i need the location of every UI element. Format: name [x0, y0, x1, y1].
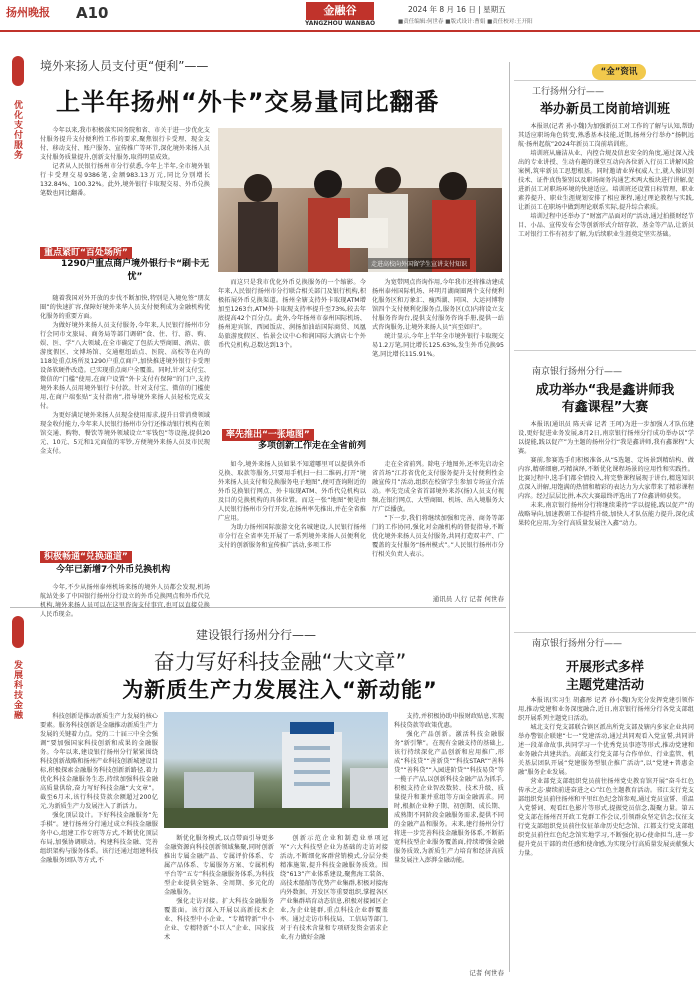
article2-headline1: 奋力写好科技金融“大文章”: [153, 650, 407, 674]
article2-headline2: 为新质生产力发展注入“新动能”: [122, 678, 438, 702]
article2-photo: [164, 712, 388, 828]
rail-item1-pre: 工行扬州分行——: [532, 87, 605, 97]
article1-headline: 上半年扬州“外卡”交易量同比翻番: [56, 88, 440, 116]
rail-item3-title2: 主题党建活动: [565, 678, 644, 693]
article1-col1: 随着我国对外开放的步伐不断加快,特别是入境免签“朋友圈”的快速扩容,保障好境外来华人员支付便利成为金融机构优化服务的重要方面。 为做好境外来扬人员支付服务,今年来,人民银行扬州市分行会同市文旅局、商务局等部门调研“食、住、行、游、购、娱、医、学”八大领域,在全市确定了包括大型商圈、酒店、旅游度假区、文博场馆、交通枢纽站点、医院、高校等在内的118处重点场所及1290户重点商户,加快推进境外银行卡受理设备软硬件改造。已实现重点商户全覆盖。同时,针对支付宝、微信的“门槛”使用,在商户设置“外卡支付有保障”的门户,支持境外来扬人员用境外银行卡付款。针对支付宝、微信的门槛使用,在商户端张贴“支付指南”,指导境外来扬人员轻松完成支付。 为更好满足境外来扬人员现金使用需求,提升日常消费领域现金收付能力,今年来人民银行扬州市分行还推动银行机构在领馆交通、购物、餐饮等境外领域设立“零钱包”等设施,提供20元、10元、5元和1元面值的零钞,方便境外来扬人员及市民现金支付。: [40, 295, 210, 455]
article1-byline: 通讯员 人行 记者 何世春: [432, 595, 504, 603]
rail-item3-title1: 开展形式多样: [565, 660, 644, 675]
rail-item1-title: 举办新员工岗前培训班: [539, 102, 670, 117]
finance-icon: [12, 616, 24, 648]
bank-building-photo: [164, 712, 388, 828]
issue-date: 2024 年 8 月 16 日 | 星期五: [408, 5, 506, 14]
article2-col4: 支持,并积极协助申报财政贴息,实现科技贷款等政策优惠。 强化产品创新。激活科技金融服务“新引擎”。在现有金融支持的基础上,该行持续深化产品创新和应用推广,形成“科技贷”“善新贷”“科技STAR”“善科贷”“善科贷”“入园进阶贷”“科技易贷”等一揽子产品,以创新科技金融产品为抓手,积极支持企业智改数转、技术升级、质量提升和兼并重组等方面金融需求。同时,根据企业种子期、初创期、成长期、成熟期不同阶段金融服务需求,提供不同的金融产品和服务。未来,建行扬州分行将进一步完善科技金融服务体系,不断拓宽科技型企业服务覆盖面,持续增强金融服务质效,为新质生产力培育和经济高质量发展注入澎湃金融动能。: [394, 713, 504, 864]
rail-item2-body: 本报讯(通讯员 陈天睿 记者 王珂)为进一步加强人才队伍建设,更好促进业务发展,8月2日,南京银行扬州分行成功举办以“学以提能,践以促产”为主题的扬州分行“我是鑫讲师,我有鑫课程”大赛。 赛前,参赛选手们积极准备,从“5选题、定场景到精结构、做内容,精研细磨,巧精演绎,不断优化课程场景的应用性和实践性。比赛过程中,选手们都全情投入,将完整课程展现于讲台,精选知识点深入讲解,用饱满的热情和精彩的表达力为大家带来了精彩课程内容。经过层层比拼,本次大赛最终评选出了7位鑫讲师获奖。 未来,南京银行扬州分行将继续秉持“学以提能,践以促产”的战略导向,加速教研工作提档升级,加快人才队伍能力提升,深化成果转化应用,为全行高质量发展注入鑫“动力。: [518, 421, 694, 527]
editors-credit: ■责任编辑:何世春 ■版式设计:曹娟 ■责任校对:王开阳: [398, 19, 533, 25]
dollar-icon: [12, 56, 24, 86]
article2-kicker: 建设银行扬州分行——: [196, 628, 317, 642]
rail-divider-3: [514, 632, 696, 633]
rail-item3-body: 本报讯(实习生 胡鑫彤 记者 孙小魏)为充分发挥党建引领作用,推动党建和业务深度融合,近日,南京银行扬州分行各党支部组织开展系列主题党日活动。 城北支行党支部联合镇区派出所党支部及辖内多家企业共同举办警银企联建“七一”党建活动,通过共同观看入党宣誓,共同讲述一段革命故事,共同学习一个优秀党员事迹等形式,推动党建和业务融合共建共治。高邮支行党支部与合作单位、行业监管、机关基层团队开展“党建服务型银企推广活动”,以“党建+普惠金融”服务企业发展。 营业部党支部组织党员前往扬州党史教育馆开展“奋斗红色传承之志·赓续前进奋进之心”红色主题教育活动。邗江支行党支部组织党员前往扬州和平里红色纪念馆参观,通过党员宣誓、重温入党誓词、观看红色影片等形式,提振党员信念,凝聚力量。第五党支部在扬州召开政工党群工作会议,引领群众坚定信念;仪征支行党支部组织党员前往仪征革命历史纪念馆、江都支行党支部组织党员前往红色纪念馆实地学习,不断强化初心使命担当,进一步提升党员干部的责任感和使命感,为实现分行高质量发展贡献强大力量。: [518, 697, 694, 857]
rail-item1-body: 本报讯(记者 孙小魏)为加强新员工对工作的了解与认知,帮助其适应职场角色转变,熟悉基本技能,近期,扬州分行举办“扬帆远航·扬州起航”2024年新员工岗前培训班。 培训班从廉洁从业、内控合规及信息安全的角度,通过深入浅出的专业讲授、生动有趣的课堂互动向各位新入行员工讲解风险案例,筑牢新员工思想根基。同时邀请业界权威人士,就人像识别技术、证件真伪鉴别以及职场商务沟通艺术两大板块进行讲解,促进新员工对职场环境的快速适应。培训班还设置日标管理、职业素养提升、职业生涯规划安排了相应课程,通过理论教程与实践,让新员工在职场中做到理论联系实际,提升综合素质。 培训过程中还举办了“财富产品面对的”活动,通过拍摄财经节目、小品、宣传发布会等创新形式介绍存款、基金等产品,让新员工对银行工作有初步了解,为后续职业生涯奠定坚实基础。: [518, 123, 694, 238]
section-title: 金融谷: [306, 2, 374, 20]
section-english: YANGZHOU WANBAO: [304, 20, 376, 27]
subhead1-red: 重点紧盯“百处场所”: [40, 247, 132, 259]
article1-col1-tail: 今年,不少从扬州泰州机场来扬的境外人员都会发现,机场航站处多了中国银行扬州分行设立的外币兑换网点和外币代兑机构,境外来扬人员可以在这里咨询支付事宜,也可以直接兑换人民币现金。: [40, 584, 210, 618]
rail-divider: [514, 80, 696, 81]
article2-byline: 记者 何世春: [469, 969, 504, 977]
article2-col1: 科技创新是推动新质生产力发展的核心要素。服务科技创新是金融推动新质生产力发展的关键着力点。党的二十届三中全会强调“要加强国家科技创新和成果的金融服务。今年以来,建设银行扬州分行紧紧围绕科技创新战略和扬州产业科技创新城建设目标,积极探索金融服务科技创新新路径,着力优化科技金融服务生态,持续加强科技金融高质量供给,奋力写好科技金融“大文章”。截至6月末,该行科技贷款余额超过200亿元,为新质生产力发展注入了新活力。 强化顶层设计。下好科技金融服务“先手棋”。建行扬州分行通过成立科技金融服务中心,组建工作专班等方式,不断优化顶层布局,加强协调联动。构建科技金融、完善组织架构与服务体系。该行还通过组建科技金融服务团队等方式,不: [40, 713, 158, 864]
article1-photo: [218, 128, 502, 272]
rail-item2-title: 成功举办“我是鑫讲师我有鑫课程”大赛: [535, 383, 675, 415]
article1-col3: 为宽带网点咨询作用,今年我市还将推动建成扬州泰州国际机场、环明月湖商圈两个支付便利化服务区和万象汇、瘦西湖、同国、大运河博物馆四个支付便利化服务点,服务区(点)内将设立支付服务咨询台,提供支付服务咨询手册,提供一站式咨询服务,让境外来扬人员“宾至如归”。 统计显示,今年上半年全市境外银行卡取现交易1.2万笔,同比增长125.63%,发生外币兑换95笔,同比增长115.91%。: [372, 279, 504, 358]
article1-col3-tail: 走在全省前列。除电子地图外,还率先启动全省首场“江苏省优化支付服务提升支付便利性金融宣传月”活动,组织在校留学生参加专场宣介活动。率先完成全省首部境外来苏(扬)人员支付视频,在银行网点、大型商圈、机场、出入境服务大厅广泛播放。 “下一步,我们将继续加强和完善、商务等部门的工作协同,强化对金融机构的督促指导,不断优化境外来扬人员支付服务,共同打造双丰产、广覆盖的支付服务“扬州模式”。”人民银行扬州市分行相关负责人表示。: [372, 461, 504, 558]
rail-item2-pre: 南京银行扬州分行——: [532, 367, 623, 377]
article1-col2: 而这只是我市优化外币兑换服务的一个缩影。今年来,人民银行扬州市分行联合相关部门及银行机构,积极拓展外币兑换渠道。扬州全辖支持外卡取现ATM增加至1263台,ATM外卡取现支持率提升至73%,较去年底提高42个百分点。此外,今年扬州市泰州国际机场、扬州迎宾馆、西园饭店、润扬加油站国际商贸、凤凰岛旅游度假区、怡景会议中心和润国际大酒店七个外币代兑机构,总数达到13个。: [218, 279, 366, 349]
subhead1-black: 1290户重点商户境外银行卡“刷卡无忧”: [61, 259, 209, 282]
article2-col3: 创新示范企业和制造业单项冠军“六大科技型企业为基础的走访对接活动,不断细化客群营销模式,分层分类精准施策,提升科技金融服务质效。围绕“613”产业体系建设,聚焦海工装备、高技术船舶等优势产业集群,积极对接海内外数据、开发区等重要组织,掌握各区产业集群培育动态信息,积极对接园区企业,为企业链群,重点科技企业群覆盖率。通过走访市科技局、工信局等部门,对于有技术含量和专项研发资金需求企业,有力做好金融: [280, 835, 388, 941]
page-number: A10: [76, 4, 109, 22]
article2-col2: 断优化服务模式,以点带面引导更多金融资源向科技创新领域集聚,同时创新推出专属金融产品、专属评价体系、专属产品体系、专属服务方案、专属机构平台等“五专”科技金融服务体系,为科技型企业提供全链条、全周期、多元化的金融服务。 强化走访对接。扩大科技金融服务覆盖面。该行深入开展以高新技术企业、科技型中小企业、“专精特新”中小企业、专精特新“小巨人”企业、国家技术: [164, 835, 274, 941]
people-photo-illustration: [218, 128, 502, 272]
subhead3-red: 率先推出“一张地图”: [222, 429, 314, 441]
subhead2-red: 积极畅通“兑换通道”: [40, 551, 132, 563]
article1-intro: 今年以来,我市积极落实国务院和省、市关于进一步优化支付服务提升支付便利性工作的要求,聚焦银行卡受理、现金支付、移动支付、账户服务、宣传推广等环节,深化境外来扬人员支付服务质量提升,创新支付服务,取得明显成效。 记者从人民银行扬州市分行获悉,今年上半年,全市境外银行卡受理交易9386笔,金额983.13万元,同比分别增长132.84%、100.32%。此外,境外银行卡取现交易、外币兑换笔数也同比翻番。: [40, 127, 210, 197]
subhead3-black: 多项创新工作走在全省前列: [258, 441, 367, 451]
subhead2: [40, 544, 132, 563]
photo-caption: 走进高校向外国留学生宣讲支付知识: [368, 258, 470, 269]
rail-item3-pre: 南京银行扬州分行——: [532, 639, 623, 649]
rail-divider-2: [514, 350, 696, 351]
article1-col2-tail: 如今,境外来扬人员如果不知道哪里可以提供外币兑换、取款等服务,只要用手机扫一扫二维码,打开“境外来扬人员支付和兑换服务电子地图”,便可查询附近的外币兑换银行网点、外卡取现ATM、外币代兑机构以及目的兑换机构的具体位置。而这一张“地图”便是由人民银行扬州市分行开发,在扬州率先推出,并在全省推广应用。 为助力扬州国际旅游文化名城建设,人民银行扬州市分行在全省率先开展了一系列境外来扬人员便利化支付的创新服务和宣传推广活动,多项工作: [218, 461, 366, 549]
article2-side-label: 发展科技金融: [12, 660, 22, 720]
article1-kicker: 境外来扬人员支付更“便利”——: [40, 59, 209, 73]
subhead2-black: 今年已新增7个外币兑换机构: [56, 565, 171, 575]
column-divider: [509, 62, 510, 972]
article1-side-label: 优化支付服务: [12, 100, 22, 160]
rail-title: “金”资讯: [592, 64, 646, 80]
newspaper-logo: 扬州晚报: [6, 6, 50, 19]
